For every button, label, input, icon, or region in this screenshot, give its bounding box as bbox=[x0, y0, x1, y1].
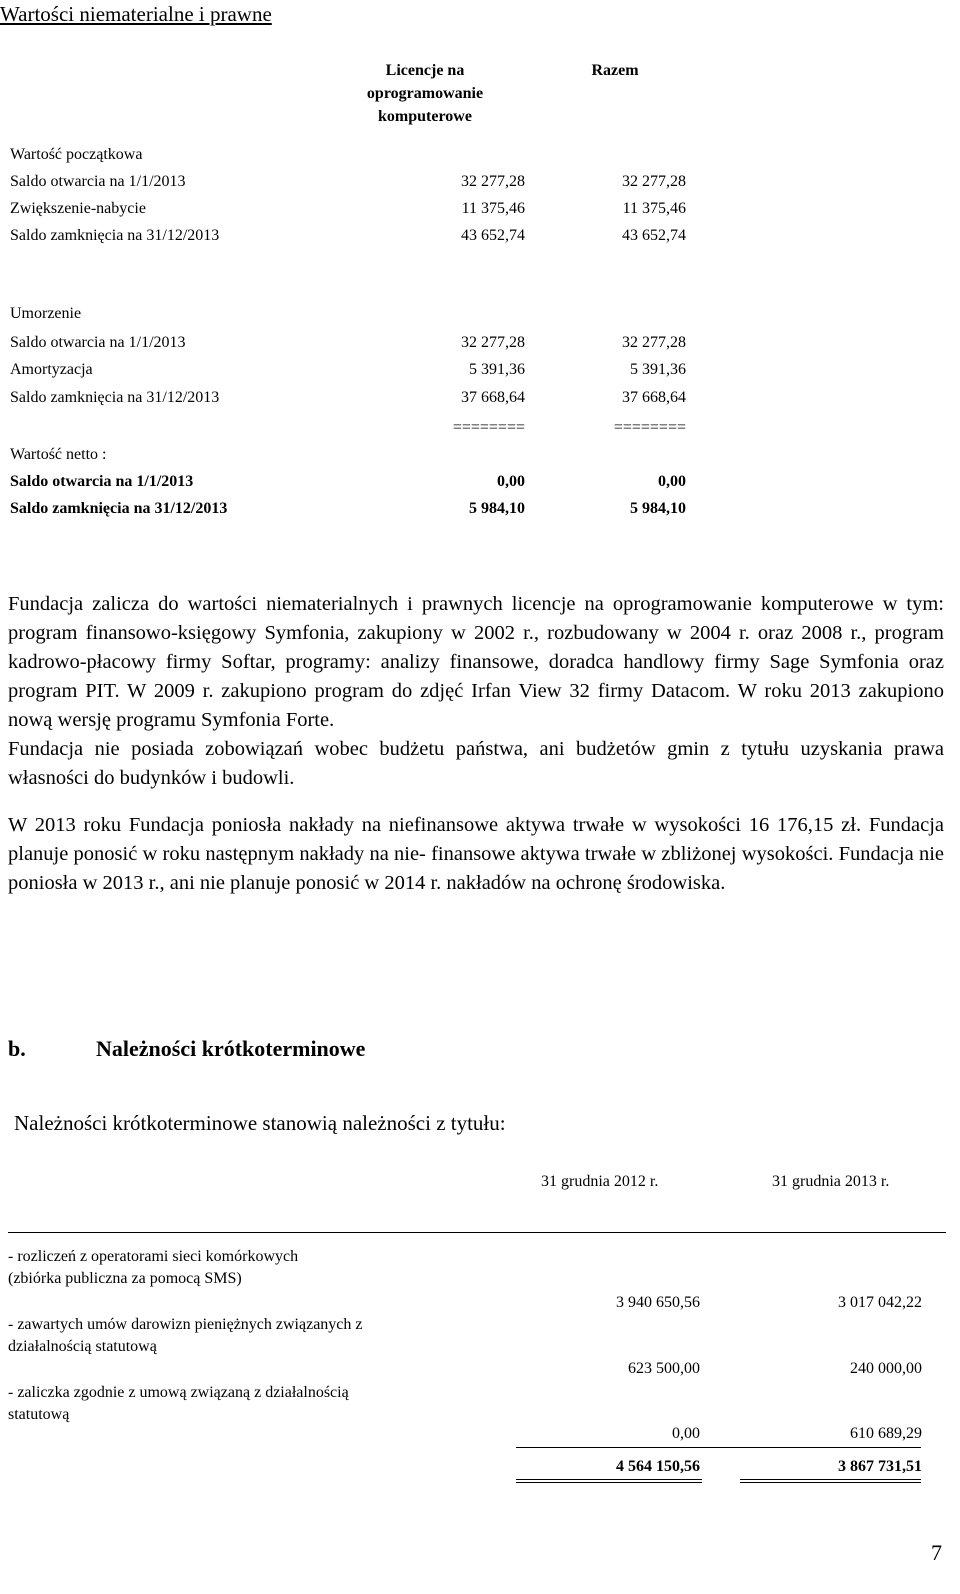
row-label: Saldo zamknięcia na 31/12/2013 bbox=[10, 500, 228, 517]
label-line: - rozliczeń z operatorami sieci komórkowych bbox=[8, 1248, 299, 1265]
sum-rule bbox=[516, 1447, 921, 1448]
label-line: (zbiórka publiczna za pomocą SMS) bbox=[8, 1270, 242, 1287]
intro-text: Należności krótkoterminowe stanowią należności z tytułu: bbox=[14, 1111, 506, 1135]
row-value: 43 652,74 bbox=[622, 227, 686, 244]
row-value: 32 277,28 bbox=[461, 334, 525, 351]
section-heading bbox=[8, 1036, 365, 1062]
column-header-2013: 31 grudnia 2013 r. bbox=[772, 1173, 890, 1190]
double-rule bbox=[516, 1482, 702, 1483]
receivable-value: 3 940 650,56 bbox=[616, 1294, 700, 1311]
separator-equals: ======== bbox=[452, 419, 525, 436]
row-value: 0,00 bbox=[497, 473, 525, 490]
label-line: - zaliczka zgodnie z umową związaną z działalnością bbox=[8, 1384, 349, 1401]
table-top-rule bbox=[8, 1232, 946, 1233]
row-value: 5 391,36 bbox=[469, 361, 525, 378]
section-title-text: Należności krótkoterminowe bbox=[96, 1036, 366, 1061]
row-value: 32 277,28 bbox=[622, 173, 686, 190]
column-header-licencje bbox=[330, 62, 520, 126]
row-label: Saldo zamknięcia na 31/12/2013 bbox=[10, 389, 220, 406]
row-value: 11 375,46 bbox=[461, 200, 525, 217]
receivable-value: 610 689,29 bbox=[850, 1425, 922, 1442]
row-label: Zwiększenie-nabycie bbox=[10, 200, 146, 217]
row-value: 0,00 bbox=[658, 473, 686, 490]
paragraph: Fundacja zalicza do wartości niematerialnych i prawnych licencje na oprogramowanie komputerowe w tym: program finansowo-księgowy Symfonia, zakupiony w 2002 r., rozbudowany w 2004 r. oraz 2008 r., program kadrowo-płacowy firmy Softar, programy: analizy finansowe, doradca handlowy firmy Sage Symfonia oraz program PIT. W 2009 r. zakupiono program do zdjęć Irfan View 32 firmy Datacom. W roku 2013 zakupiono nową wersję programu Symfonia Forte. bbox=[8, 593, 944, 731]
receivable-value: 3 017 042,22 bbox=[838, 1294, 922, 1311]
row-label: Saldo zamknięcia na 31/12/2013 bbox=[10, 227, 220, 244]
row-value: 32 277,28 bbox=[461, 173, 525, 190]
row-label: Saldo otwarcia na 1/1/2013 bbox=[10, 173, 186, 190]
page-number: 7 bbox=[931, 1540, 942, 1565]
row-value: 37 668,64 bbox=[622, 389, 686, 406]
row-value: 11 375,46 bbox=[622, 200, 686, 217]
separator-equals: ======== bbox=[613, 419, 686, 436]
paragraph: W 2013 roku Fundacja poniosła nakłady na niefinansowe aktywa trwałe w wysokości 16 176,15 zł. Fundacja planuje ponosić w roku następnym nakłady na nie- finansowe aktywa trwałe w zbliżonej wysokości. Fundacja nie poniosła w 2013 r., ani nie planuje ponosić w 2014 r. nakładów na ochronę środowiska. bbox=[8, 814, 944, 894]
group-heading: Wartość początkowa bbox=[10, 146, 143, 163]
receivable-value: 0,00 bbox=[672, 1425, 700, 1442]
group-heading: Umorzenie bbox=[10, 305, 82, 322]
receivable-label bbox=[8, 1246, 468, 1290]
double-rule bbox=[516, 1479, 702, 1480]
column-header-razem: Razem bbox=[591, 62, 639, 79]
receivable-label bbox=[8, 1314, 468, 1358]
receivable-label bbox=[8, 1382, 468, 1426]
row-label: Amortyzacja bbox=[10, 361, 93, 378]
row-label: Saldo otwarcia na 1/1/2013 bbox=[10, 334, 186, 351]
column-header-line: oprogramowanie bbox=[366, 85, 484, 102]
receivable-value: 240 000,00 bbox=[850, 1360, 922, 1377]
label-line: - zawartych umów darowizn pieniężnych związanych z bbox=[8, 1316, 363, 1333]
total-value: 3 867 731,51 bbox=[838, 1458, 922, 1475]
row-value: 37 668,64 bbox=[461, 389, 525, 406]
row-value: 5 391,36 bbox=[630, 361, 686, 378]
column-header-line: komputerowe bbox=[378, 108, 472, 125]
receivable-value: 623 500,00 bbox=[628, 1360, 700, 1377]
total-value: 4 564 150,56 bbox=[616, 1458, 700, 1475]
double-rule bbox=[740, 1482, 921, 1483]
column-header-2012: 31 grudnia 2012 r. bbox=[541, 1173, 659, 1190]
double-rule bbox=[740, 1479, 921, 1480]
section-label: b. bbox=[8, 1036, 26, 1061]
row-value: 43 652,74 bbox=[461, 227, 525, 244]
row-label: Saldo otwarcia na 1/1/2013 bbox=[10, 473, 194, 490]
paragraph: Fundacja nie posiada zobowiązań wobec budżetu państwa, ani budżetów gmin z tytułu uzyskania prawa własności do budynków i budowli. bbox=[8, 738, 944, 789]
label-line: działalnością statutową bbox=[8, 1338, 157, 1355]
section-title: Wartości niematerialne i prawne bbox=[0, 2, 272, 26]
row-value: 5 984,10 bbox=[469, 500, 525, 517]
row-value: 32 277,28 bbox=[622, 334, 686, 351]
column-header-line: Licencje na bbox=[385, 62, 465, 79]
group-heading: Wartość netto : bbox=[10, 446, 107, 463]
body-text bbox=[8, 590, 944, 898]
label-line: statutową bbox=[8, 1406, 70, 1423]
row-value: 5 984,10 bbox=[630, 500, 686, 517]
